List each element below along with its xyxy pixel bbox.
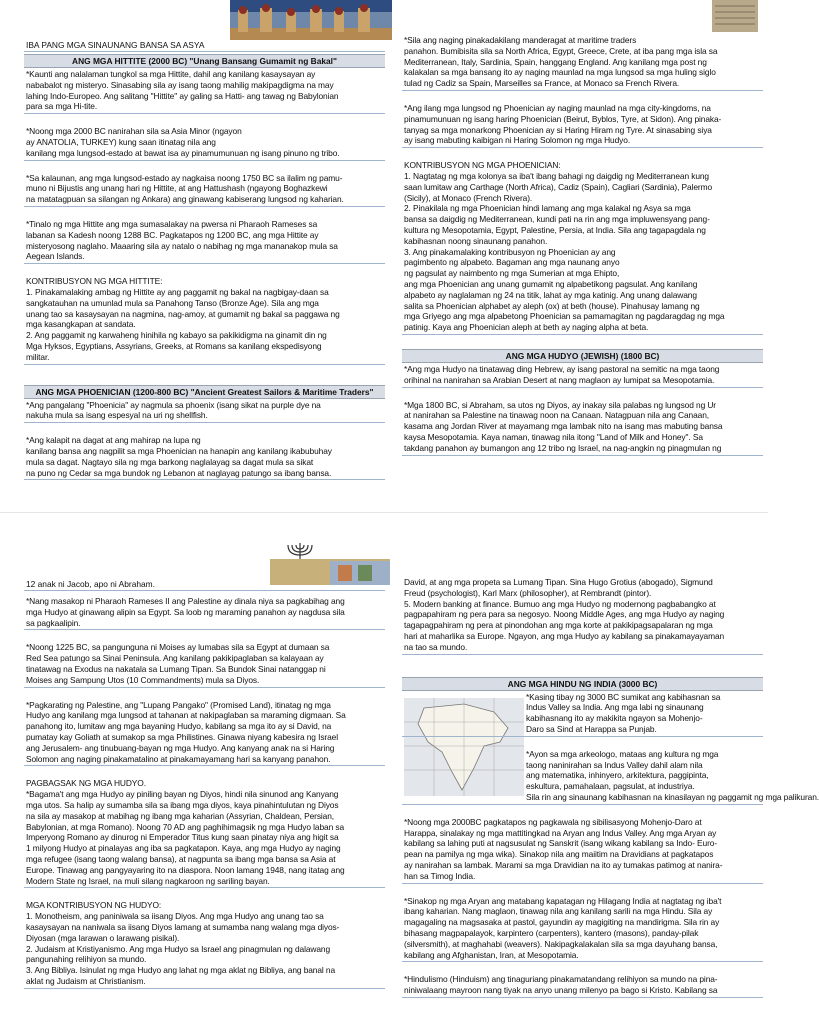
text-line: *Mga 1800 BC, si Abraham, sa utos ng Diyos, ay inakay sila palabas ng lungsod ng Ur xyxy=(404,399,716,410)
text-line: *Sila ang naging pinakadakilang manderagat at maritime traders xyxy=(404,35,637,45)
text-line: bansa sa daigdig ng Mediterranean, kundi pati na rin ang mga impluwensyang pang- xyxy=(404,214,710,225)
hittite-paragraph-1 xyxy=(24,68,385,114)
text-line: niniwalaang mayroon nang tiyak na anyo unang milenyo pa bago si Kristo. Kabilang sa xyxy=(404,985,718,996)
text-line: *Ang ilang mga lungsod ng Phoenician ay naging maunlad na mga city-kingdoms, na xyxy=(404,102,711,113)
phoenician-contributions xyxy=(402,159,763,335)
text-line: Aegean Islands. xyxy=(26,251,85,262)
hudyo-paragraph-4 xyxy=(24,641,385,687)
text-line: muno ni Bijustis ang unang hari ng Hittite, at ang Hattushash (ngayong Boghazkewi xyxy=(26,183,328,194)
hittite-header: ANG MGA HITTITE (2000 BC) "Unang Bansang Gumamit ng Bakal" xyxy=(24,54,385,68)
column-right-bottom xyxy=(402,513,819,1025)
text-line: 1. Monotheism, ang paniniwala sa iisang Diyos. Ang mga Hudyo ang unang tao sa xyxy=(26,911,324,922)
phoenician-paragraph-4 xyxy=(402,102,763,148)
text-line: taong naninirahan sa Indus Valley dahil alam nila xyxy=(526,759,703,770)
text-line: *Tinalo ng mga Hittite ang mga sumasalakay na pwersa ni Pharaoh Rameses sa xyxy=(26,218,318,229)
text-line: KONTRIBUSYON NG MGA PHOENICIAN: xyxy=(404,160,561,171)
page-2 xyxy=(0,512,819,1024)
text-line: ay isang mabuting kaibigan ni Haring Solomon ng mga Hudyo. xyxy=(404,135,631,146)
text-line: na matatagpuan sa silangan ng Ankara) ang ginawang kabiserang lungsod ng kaharian. xyxy=(26,194,344,205)
text-line: Imperyong Romano ay dinurog ni Emperador Titus kung saan pinatay niya ang higit sa xyxy=(26,832,339,843)
text-line: *Bagama't ang mga Hudyo ay piniling bayan ng Diyos, hindi nila sinunod ang Kanyang xyxy=(26,789,339,800)
text-line: (Sicily), at Monaco (French Rivera). xyxy=(404,192,533,203)
text-line: ng pagsulat ay naimbento ng mga Sumerian at mga Ehipto, xyxy=(404,268,620,279)
text-line: *Pagkarating ng Palestine, ang "Lupang Pangako" (Promised Land), itinatag ng mga xyxy=(26,699,331,710)
text-line: panahon. Bumibisita sila sa North Africa, Egypt, Greece, Crete, at iba pang mga isla sa xyxy=(404,45,718,56)
text-line: tinatawag na Exodus na nakatala sa Lumang Tipan. Sa Bundok Sinai natanggap ni xyxy=(26,663,326,674)
text-line: pangunahing relihiyon sa mundo. xyxy=(26,954,147,965)
text-line: ay nanirahan sa lambak. Marami sa mga Dravidian na ito ay tumakas patimog at nanira- xyxy=(404,859,723,870)
hudyo-paragraph-2 xyxy=(402,399,763,456)
text-line: kabilang sa lahing puti at nagsusulat ng Sanskrit (isang wikang kabilang sa Indo- Euro- xyxy=(404,838,718,849)
text-line: Moises ang Sampung Utos (10 Commandments) mula sa Diyos. xyxy=(26,674,260,685)
text-line: han sa Timog India. xyxy=(404,870,476,881)
text-line: David, at ang mga propeta sa Lumang Tipan. Sina Hugo Grotius (abogado), Sigmund xyxy=(404,577,713,587)
text-line: na sila ay masakop at mabihag ng ibang mga kaharian (Assyrian, Chaldean, Persian, xyxy=(26,810,335,821)
text-line: ay ANATOLIA, TURKEY) kung saan itinatag nila ang xyxy=(26,136,216,147)
hindu-paragraph-1 xyxy=(402,691,763,737)
text-line: magagaling na magsasaka at pastol, gayundin ay magigiting na mandirigma. Sila rin ay xyxy=(404,917,720,928)
text-line: Mga Hyksos, Egyptians, Assyrians, Greeks, at Romans sa kanilang ekspedisyong xyxy=(26,340,322,351)
text-line: misteryosong naglaho. Maaaring sila ay natalo o nabihag ng mga mananakop mula sa xyxy=(26,240,338,251)
column-left-top xyxy=(24,0,385,512)
text-line: salita sa Phoenician alphabet ay aleph (ox) at beth (house). Pinahusay lamang ng xyxy=(404,300,700,311)
text-line: ang Jerusalem- ang tinubuang-bayan ng mga Hudyo. Ang kanyang anak na si Haring xyxy=(26,742,335,753)
text-line: mga kasangkapan at sandata. xyxy=(26,319,136,330)
text-line: mga Hudyo at ginawang alipin sa Egypt. Sa loob ng maraming panahon ay nagdusa sila xyxy=(26,606,345,617)
text-line: Mediterranean, Italy, Sardinia, Spain, hanggang England. Ang kanilang mga post ng xyxy=(404,56,707,67)
text-line: 2. Pinakilala ng mga Phoenician hindi lamang ang mga kalakal ng Asya sa mga xyxy=(404,203,691,214)
page-1 xyxy=(0,0,768,512)
text-line: kasama ang Jordan River at mayamang mga lambak nito na isang mas mabuting bansa xyxy=(404,421,723,432)
column-left-bottom xyxy=(24,513,385,1025)
phoenician-paragraph-3 xyxy=(402,34,763,91)
text-line: kanilang bansa ang nagpilit sa mga Phoenician na hanapin ang kanilang ikabubuhay xyxy=(26,445,332,456)
phoenician-header: ANG MGA PHOENICIAN (1200-800 BC) "Ancient Greatest Sailors & Maritime Traders" xyxy=(24,385,385,399)
page-title: IBA PANG MGA SINAUNANG BANSA SA ASYA xyxy=(24,37,385,52)
text-line: orihinal na nanirahan sa Arabian Desert at nang maglaon ay lumipat sa Mesopotamia. xyxy=(404,374,715,385)
text-line: alpabeto ay naglalaman ng 24 na titik, lahat ay mga katinig. Ang unang dalawang xyxy=(404,289,697,300)
phoenician-paragraph-2 xyxy=(24,434,385,480)
hudyo-paragraph-3 xyxy=(24,595,385,630)
text-line: kabilang ang Afghanistan, Iran, at Mesopotamia. xyxy=(404,949,579,960)
hittite-paragraph-4 xyxy=(24,218,385,264)
text-line: kaysa Mesopotamia. Kaya naman, tinawag nila itong "Land of Milk and Honey". Sa xyxy=(404,431,703,442)
hittite-paragraph-3 xyxy=(24,172,385,207)
text-line: *Noong 1225 BC, sa pangunguna ni Moises ay lumabas sila sa Egypt at dumaan sa xyxy=(26,642,330,653)
text-line: 5. Modern banking at finance. Bumuo ang mga Hudyo ng modernong pagbabangko at xyxy=(404,598,716,609)
hindu-paragraph-5 xyxy=(402,973,763,998)
hudyo-paragraph-5 xyxy=(24,699,385,767)
text-line: na tao sa mundo. xyxy=(404,641,468,652)
text-line: patinig. Kaya ang Phoenician aleph at beth ay naging alpha at beta. xyxy=(404,322,649,333)
text-line: MGA KONTRIBUSYON NG HUDYO: xyxy=(26,900,162,911)
hindu-paragraph-4 xyxy=(402,895,763,963)
hudyo-contributions xyxy=(24,899,385,988)
column-right-top xyxy=(402,0,763,512)
text-line: *Hindulismo (Hinduism) ang tinaguriang pinakamatandang relihiyon sa mundo na pina- xyxy=(404,974,718,985)
text-line: sangkatauhan na umunlad mula sa Panahong Tanso (Bronze Age). Sila ang mga xyxy=(26,297,319,308)
text-line: bihasang magpapalayok, karpintero (carpenters), kantero (masons), panday-pilak xyxy=(404,927,699,938)
text-line: 1 milyong Hudyo at pinalayas ang iba sa pagkatapon. Kaya, ang mga Hudyo ay naging xyxy=(26,843,341,854)
text-line: 1. Pinakamalaking ambag ng Hittite ay ang paggamit ng bakal na nagbigay-daan sa xyxy=(26,286,329,297)
text-line: tulad ng Cadiz sa Spain, Marseilles sa France, at Monaco sa French Rivera. xyxy=(404,78,680,89)
text-line: tagapagpahiram ng pera at pinondohan ang mga korte at pakikipagsapalaran ng mga xyxy=(404,620,713,631)
text-line: Diyosan (mga larawan o larawang pisikal). xyxy=(26,932,180,943)
text-line: pinamumunuan ng isang haring Phoenician (Beirut, Byblos, Tyre, at Sidon). Ang pinaka- xyxy=(404,113,722,124)
text-line: *Kasing tibay ng 3000 BC sumikat ang kabihasnan sa xyxy=(526,691,721,702)
text-line: (silversmith), at maghahabi (weavers). Nakipagkalakalan sila sa mga dayuhang bansa, xyxy=(404,938,718,949)
hudyo-fall xyxy=(24,777,385,888)
continuation-line: 12 anak ni Jacob, apo ni Abraham. xyxy=(24,576,385,591)
text-line: pumatay kay Goliath at sumakop sa mga Philistines. Ginawa niyang kabesira ng Israel xyxy=(26,731,338,742)
text-line: ang matematika, inhinyero, arkitektura, paggipinta, xyxy=(526,770,709,781)
text-line: *Ang mga Hudyo na tinatawag ding Hebrew, ay isang pastoral na semitic na mga taong xyxy=(404,363,720,374)
text-line: kultura ng Mesopotamia, Egypt, Palestine, Persia, at India. Sila ang tagapagdala ng xyxy=(404,224,706,235)
text-line: mula sa dagat. Nagtayo sila ng mga barkong naglalayag sa dagat mula sa sikat xyxy=(26,456,314,467)
phoenician-paragraph-1 xyxy=(24,399,385,424)
text-line: mga refugee (isang taong walang bansa), at nagpunta sa ibang mga bansa sa Asia at xyxy=(26,853,336,864)
text-line: sa pagkaalipin. xyxy=(26,617,81,628)
text-line: Babylonian, at mga Romano). Noong 70 AD ang paghihimagsik ng mga Hudyo laban sa xyxy=(26,821,344,832)
text-line: kasaysayan na naniwala sa iisang Diyos lamang at sumamba nang walang mga diyos- xyxy=(26,921,340,932)
text-line: hari at maharlika sa Europe. Ngayon, ang mga Hudyo ay kabilang sa pinakamayayaman xyxy=(404,630,725,641)
text-line: kabihasnang ito ay makikita ngayon sa Mohenjo- xyxy=(526,713,703,724)
text-line: aklat ng Judaism at Christianism. xyxy=(26,975,146,986)
text-line: tanyag sa mga monarkong Phoenician ay si Haring Hiram ng Tyre. At sinasabing siya xyxy=(404,124,712,135)
text-line: 2. Judaism at Kristiyanismo. Ang mga Hudyo sa Israel ang pinagmulan ng dalawang xyxy=(26,943,331,954)
hindu-paragraph-2 xyxy=(402,748,819,805)
text-line: *Sa kalaunan, ang mga lungsod-estado ay nagkaisa noong 1750 BC sa ilalim ng pamu- xyxy=(26,172,343,183)
text-line: kanilang mga lungsod-estado at bawat isa ay pinamumunuan ng isang pinuno ng tribo. xyxy=(26,147,340,158)
text-line: *Nang masakop ni Pharaoh Rameses II ang Palestine ay dinala niya sa pagkabihag ang xyxy=(26,596,345,606)
text-line: Harappa, sinalakay ng mga mattitingkad na Aryan ang Indus Valley. Ang mga Aryan ay xyxy=(404,827,717,838)
text-line: ang mga Phoenician ang unang gumamit ng alpabetikong pagsulat. Ang kanilang xyxy=(404,278,698,289)
text-line: pagpapahiram ng pera para sa negosyo. Noong Middle Ages, ang mga Hudyo ay naging xyxy=(404,609,725,620)
text-line: 3. Ang Bibliya. Isinulat ng mga Hudyo ang lahat ng mga aklat ng Bibliya, ang banal na xyxy=(26,965,336,976)
text-line: *Ang pangalang "Phoenicia" ay nagmula sa phoenix (isang sikat na purple dye na xyxy=(26,399,321,410)
text-line: PAGBAGSAK NG MGA HUDYO. xyxy=(26,778,146,789)
text-line: *Noong mga 2000BC pagkatapos ng pagkawala ng sibilisasyong Mohenjo-Daro at xyxy=(404,816,702,827)
text-line: Freud (psychologist), Karl Marx (philosopher), at Rembrandt (pintor). xyxy=(404,587,652,598)
text-line: takdang panahon ay bumangon ang 12 tribo ng Israel, na nag-angkin ng pinagmulan ng xyxy=(404,442,722,453)
text-line: ibang kaharian. Nang maglaon, tinawag nila ang kanilang sarili na mga Hindu. Sila ay xyxy=(404,906,713,917)
text-line: kabihasnan noong sinaunang panahon. xyxy=(404,235,548,246)
text-line: panahong ito, lumitaw ang mga bayaning Hudyo, kabilang sa mga ito ay si David, na xyxy=(26,721,332,732)
text-line: na puno ng Cedar sa mga bundok ng Lebanon at naglayag patungo sa ibang bansa. xyxy=(26,467,332,478)
text-line: nababalot ng misteryo. Sinasabing sila ay isang taong mahilig makipagdigma na may xyxy=(26,79,334,90)
text-line: eskultura, pamahalaan, pagsulat, at industriya. xyxy=(526,781,695,792)
text-line: Europe. Tinawag ang pangyayaring ito na diaspora. Noon lamang 1948, nang itatag ang xyxy=(26,864,345,875)
hudyo-contributions-cont xyxy=(402,576,763,655)
text-line: *Noong mga 2000 BC nanirahan sila sa Asia Minor (ngayon xyxy=(26,126,242,137)
text-line: pean na pamilya ng mga wika). Sinakop nila ang maiitim na Dravidians at pagkatapos xyxy=(404,849,714,860)
hudyo-paragraph-1 xyxy=(402,363,763,388)
text-line: mga Griyego ang mga alpabetong Phoenician sa pamamagitan ng pagdaragdag ng mga xyxy=(404,311,725,322)
text-line: pagimbento ng alpabeto. Bagaman ang mga naunang anyo xyxy=(404,257,620,268)
text-line: militar. xyxy=(26,351,50,362)
text-line: Solomon ang naging pinakamatalino at pinakamayamang hari sa kanyang panahon. xyxy=(26,753,331,764)
text-line: nakuha mula sa isang espesyal na uri ng shellfish. xyxy=(26,410,208,421)
text-line: *Sinakop ng mga Aryan ang matabang kapatagan ng Hilagang India at nagtatag ng iba't xyxy=(404,895,722,906)
text-line: *Ang kalapit na dagat at ang mahirap na lupa ng xyxy=(26,435,201,446)
text-line: Daro sa Sind at Harappa sa Punjab. xyxy=(526,723,657,734)
text-line: mga utos. Sa halip ay sumamba sila sa ibang mga diyos, kaya pinahintulutan ng Diyos xyxy=(26,799,339,810)
text-line: Indus Valley sa India. Ang mga labi ng sinaunang xyxy=(526,702,704,713)
text-line: KONTRIBUSYON NG MGA HITTITE: xyxy=(26,276,163,287)
text-line: 3. Ang pinakamalaking kontribusyon ng Phoenician ay ang xyxy=(404,246,616,257)
hindu-paragraph-3 xyxy=(402,816,763,884)
text-line: labanan sa Kadesh noong 1288 BC. Pagkatapos ng 1200 BC, ang mga Hittite ay xyxy=(26,229,319,240)
text-line: 2. Ang paggamit ng karwaheng hinihila ng kabayo sa pakikidigma na ginamit din ng xyxy=(26,330,327,341)
text-line: Red Sea patungo sa Sinai Peninsula. Ang kanilang pakikipaglaban sa kalayaan ay xyxy=(26,653,324,664)
text-line: para sa mga Hi-tite. xyxy=(26,101,98,112)
text-line: at nanirahan sa Palestine na tinawag noon na Canaan. Natagpuan nila ang Canaan, xyxy=(404,410,710,421)
text-line: Sila rin ang sinaunang kabihasnan na kinasilayan ng paggamit ng mga palikuran. xyxy=(526,791,819,802)
text-line: *Kaunti ang nalalaman tungkol sa mga Hittite, dahil ang kanilang kasaysayan ay xyxy=(26,69,316,79)
text-line: Hudyo ang kanilang mga lungsod at tahanan at nakipaglaban sa maraming digmaan. Sa xyxy=(26,710,346,721)
text-line: 1. Nagtatag ng mga kolonya sa iba't ibang bahagi ng daigdig ng Mediterranean kung xyxy=(404,170,709,181)
text-line: kalakalan sa mga bansang ito ay naging maunlad na mga lungsod sa mga huling siglo xyxy=(404,67,716,78)
hudyo-header: ANG MGA HUDYO (JEWISH) (1800 BC) xyxy=(402,349,763,363)
text-line: Modern State ng Israel, na muli silang nagkaroon ng sariling bayan. xyxy=(26,875,270,886)
text-line: saan lumitaw ang Carthage (North Africa), Cadiz (Spain), Cagliari (Sardinia), Palermo xyxy=(404,181,713,192)
hittite-contributions xyxy=(24,275,385,364)
hittite-paragraph-2 xyxy=(24,125,385,160)
text-line: *Ayon sa mga arkeologo, mataas ang kultura ng mga xyxy=(526,748,719,759)
text-line: unang tao sa kasaysayan na nagmina, nag-amoy, at gumamit ng bakal sa paggawa ng xyxy=(26,308,340,319)
text-line: lahing Indo-Europeo. Ang salitang "Hittite" ay galing sa Hatti- ang tawag ng Babylonian xyxy=(26,90,339,101)
hindu-header: ANG MGA HINDU NG INDIA (3000 BC) xyxy=(402,677,763,691)
